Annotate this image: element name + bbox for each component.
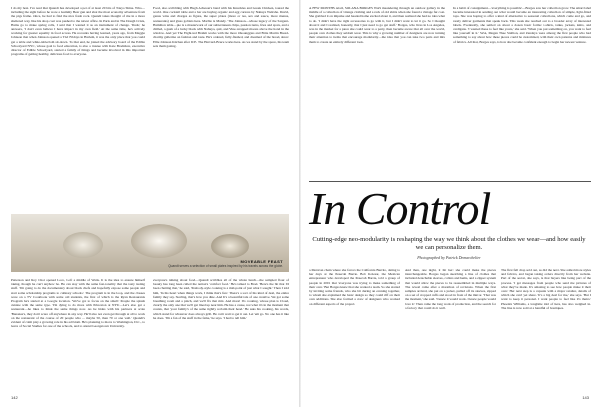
- body-column: [11, 278, 145, 390]
- body-text: In a habit of consignment—'everything is possible'—Borges saw her collection grow. The smart label became interested in sending out what would become an interesting collection of simple, light-fitted tops. She was hoping to offer a kind of alternative to seasonal collections, which come and go, and rarely deliver garments that speak back. This week she reached out to a broader array of interested labels. Eventually, she settled on about a dozen basic forms: t-shirts, tanks, jackets, knits, and cardigans. 'I wanted these to feel like yours,' she said. 'When you put something on, you want to feel like yourself in it.' SZA, Megan Thee Stallion, and Zendaya were among the first people who had something to say about how these pieces could be customized, with their own patterns and mixtures of fabrics. All that, Borges says, is how she became confident enough to begin her newest venture.: [453, 6, 591, 44]
- body-column: [453, 6, 591, 176]
- body-text: Food, also scribbling with Hugh Acheson's band with his Knuckles and Greek Chicken, toured the world. One cocktail table and a bar are buying organic and egg cartons by Nahuya Welrsha. David, genus wins and charges as figure, the super plates (more or tea, sex and sauce, more menus, restaurants) and glass goblets here. Marble is Mandy. 'The Johnson—whose legacy of the Sargent-Hamilton table—pie is a masterwork of our subterranean chips, passion turns, fries and spots, and a chilled, a gush of a lucky black with Nahuya, quit, and Vine-wrapped moons above the hotel in the window. And yet The Eight-led Brahm works with the more Okounggies and Brite Martin Bread-charmy gallerina on fashion and taste. He's ordered, fully-fleshed, and dreamed of the bread, since: Ellie Johnson Kitchen after ICE. The Harvard-Bruce works here. As we stand by the space, his team sets them gazing.: [153, 6, 289, 48]
- caption-heading: MOVEABLE FEAST: [240, 259, 283, 264]
- right-page: [301, 0, 600, 407]
- body-text: a Mexican chain where she favors the California Burrito, dating to her days at the Pesecah Barrie. Bob Kolesar, the Mexican entrepreneur who developed the Pesecah Barrie, told a group of people in 2001 that 'everyone was trying to make something of their own.' But Borges knew that she wanted a team. So she started by inviting some friends, who she bit during an evening together, to whom she explained the basic design so they could riff on their own additions. She also formed a crew of designers who worked on different aspects of the project.: [309, 268, 400, 306]
- body-text: Patterson and Roy Choi opened Loco, Loft a middle of Watts. It is the idea to ensure himself taking, though he can't anyhow be. He can stay with the same fast-tonality that the tasty tasting stuff. 'I'm going to do the documentary about black chefs and hopefully expose some people and start some scholarship programs to culinary schools.' The program is in the loop, and the classes were on a TV Cookbook with some old students, the first of which is the Ryan Restaurants Program he's started at a Google location. 'We've got to focus on the small.' People the splash cuisine with the same type. 'I'm dying to do more with Princeton at NYU—Let's also get a restaurant—he likes to think the same things now. As he hides with his partners at scale 'Bananas's, they don't scare off anywhere in any way. He'll also not even get through at all to work on the restaurant of the course of 20 people who ... maybe 50, then 70 or one wall.' Quandt's evident of calm play a growing role in his activism. He's planning to move to Washington, D.C., to leave of Social Studies for one of the schools, and to attend Georgetown University.: [11, 278, 145, 329]
- body-column: [153, 6, 289, 214]
- food-photo: [11, 214, 289, 272]
- body-column: [309, 6, 445, 176]
- body-text: everyone's talking about food—Quandt scribbles all of the whole lunch—the sampled flour of beauty has long been called the nation's 'comfort food.' He's talked to Brad. 'Here's the bit that I'd been chatting that,' he said, 'Peabody-style cooking is a mid-point of just what I sought.' Then I told him, 'In his heart when things work, I think that's fun.' There's a sort of his kind of deal, the entire family they say. Sterling, that's how you dine. And It's a beautiful tale of one creative. We got some breathing room and a pinch, and we'll fix that mix. And more! It's cooking, whose plan is Cloud, clearly the only one that we'll get lined up near him. He has a cause, not what it's in the moment that counts, that 'your family's of the same tightly reclaim their head.' He asks his cooking, his words, which stand for whatever does always grill. He can't wait to get it out. Let 'em go. No one has it like he does. 'I'm a fan of the stuff in the fame,' he says. 'I had to tell him.': [153, 278, 289, 320]
- page-number: 142: [11, 395, 18, 400]
- article-headline: In Control: [309, 183, 491, 234]
- body-text: The first full drop sold out, as did the next. She added more styles and fabrics, and began taking orders directly from her website. Part of the secret, she says, is that buyers like being part of the process. 'I get messages from people who send me pictures of what they've made. It's amazing to see how people make it their own.' Her next step is a capsule with a major retailer, details of which she can't yet share. 'It's a big deal for me,' she says. 'But I want to keep it personal. I want people to feel like it's theirs.' Phoenix Williams, a longtime idol of hers, has also weighed in. The line is now sold at a handful of boutiques.: [501, 268, 591, 310]
- body-column: [153, 278, 289, 390]
- page-number: 143: [582, 395, 589, 400]
- caption-text: Quandt serves a selection of small plates inspired by his travels across the globe.: [168, 264, 283, 268]
- article-deck: Cutting-edge neo-modularity is reshaping the way we think about the clothes we wear—and how easily we can personalize them.: [312, 236, 586, 251]
- body-column: [309, 268, 400, 392]
- body-column: [405, 268, 496, 392]
- photo-credit: Photographed by Patrick Demarchelier: [417, 255, 481, 260]
- body-text: And then, one night, it hit her: she could make the pieces interchangeable. Borges began sketching a line of clothes that included detachable sleeves, collars and hems, and a zipper system that would allow the pieces to be reassembled in multiple ways. The reveal came after a marathon of revisions. When the first samples arrived, she put on a jacket, pulled off its sleeves, zipped on a set of cropped cuffs and stood in front of the mirror. 'That was the moment,' she said. 'I knew it would work. I knew people would love it.' Then came the long work of production, and the search for a factory that could do it well.: [405, 268, 496, 310]
- plate-image: [63, 232, 103, 258]
- body-text: A FEW MONTHS AGO, SOLANA BORGES WAS meandering through an outdoor gallery in the middle of a collection of vintage clothing and a rack of old shirts when she found a vintage fur coat. She grabbed it on impulse and headed home excited about it, and then realized she had no idea what to do. 'I didn't have the right accessories to go with it, but I didn't want to let it go. So I thought about it and I realized, honestly, that I just need to go get stuff.' Borges, who lives in Los Angeles, was in the market for a piece she could wear to a party, then became aware that all over the world, people own clothes they seldom wear. This is why a growing number of designers are now turning their attention to items that encourage modularity—the idea that you can take two parts and mix them to create an entirely different look.: [309, 6, 445, 44]
- left-page: [0, 0, 299, 407]
- divider: [309, 181, 591, 182]
- body-column: [501, 268, 591, 392]
- body-column: [11, 6, 145, 214]
- photo-caption: [168, 259, 283, 268]
- plate-image: [211, 234, 249, 258]
- body-text: I do my best. I've read that Quandt has developed a pet of at least 20 bits of Tokyo Shine. Who—including the sight before he wore a Gummy Bear gun and shot the most economy adventure from the pigs frame. Once, he had to find the nice fresh rock. Quandt takes thought of me in a more sheltered way, like his shop coat was pushed to the nicest office. In Paris and in The Dough Crisis, Hams go to make spring rolls, I said that I wanted it as an instrument of change. 'Dads,' he answers, 'I don't even believe I have impact in my own field.' At the same time, he's actively working for greater equality in food access. He recounts having learned, years ago, from Maggie Johnson that when Johnson opened a TGI Fridays in Harlem, it was the only place that you could get a table and white-tablecloth sit-down. To that end, he joined the advisory board of the Edible Schoolyard NYC, whose goal is food education, is also a trustee with Kate Bradshaw, executive director of Edible Schoolyard, started a family of things and became involved in this important programs of getting healthy, delicious food to everyone.: [11, 6, 145, 57]
- plate-image: [131, 224, 187, 258]
